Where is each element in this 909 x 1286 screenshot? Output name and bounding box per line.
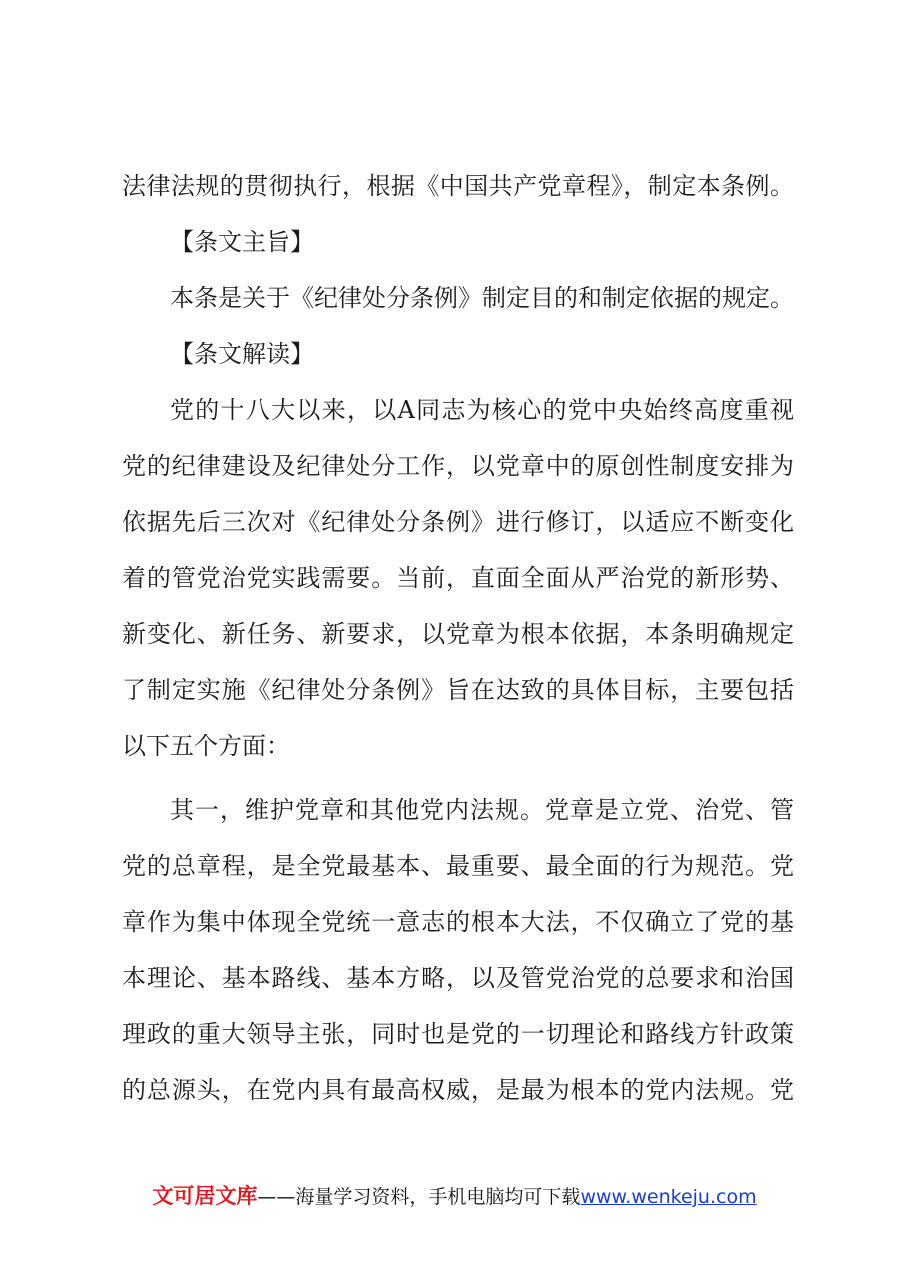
paragraph-line: 章作为集中体现全党统一意志的根本大法，不仅确立了党的基 bbox=[122, 908, 794, 936]
footer-website-link[interactable]: www.wenkeju.com bbox=[580, 1186, 757, 1208]
paragraph-line: 以下五个方面： bbox=[122, 732, 290, 760]
paragraph-line: 本条是关于《纪律处分条例》制定目的和制定依据的规定。 bbox=[170, 284, 794, 312]
paragraph-line: 理政的重大领导主张，同时也是党的一切理论和路线方针政策 bbox=[122, 1020, 794, 1048]
paragraph-line: 新变化、新任务、新要求，以党章为根本依据，本条明确规定 bbox=[122, 620, 794, 648]
paragraph-line: 法律法规的贯彻执行，根据《中国共产党章程》，制定本条例。 bbox=[122, 172, 794, 200]
footer-banner bbox=[0, 1183, 909, 1210]
paragraph-line: 其一，维护党章和其他党内法规。党章是立党、治党、管 bbox=[170, 796, 794, 824]
paragraph-line: 本理论、基本路线、基本方略，以及管党治党的总要求和治国 bbox=[122, 964, 794, 992]
paragraph-line: 依据先后三次对《纪律处分条例》进行修订，以适应不断变化 bbox=[122, 508, 794, 536]
section-heading-interpretation: 【条文解读】 bbox=[170, 340, 314, 368]
footer-slogan: ——海量学习资料，手机电脑均可下载 bbox=[257, 1186, 581, 1208]
paragraph-line: 的总源头，在党内具有最高权威，是最为根本的党内法规。党 bbox=[122, 1076, 794, 1104]
paragraph-line: 党的纪律建设及纪律处分工作，以党章中的原创性制度安排为 bbox=[122, 452, 794, 480]
section-heading-purpose: 【条文主旨】 bbox=[170, 228, 314, 256]
footer-brand: 文可居文库 bbox=[152, 1184, 258, 1208]
paragraph-line: 党的十八大以来，以A同志为核心的党中央始终高度重视 bbox=[170, 396, 794, 424]
paragraph-line: 了制定实施《纪律处分条例》旨在达致的具体目标，主要包括 bbox=[122, 676, 794, 704]
paragraph-line: 着的管党治党实践需要。当前，直面全面从严治党的新形势、 bbox=[122, 564, 794, 592]
paragraph-line: 党的总章程，是全党最基本、最重要、最全面的行为规范。党 bbox=[122, 852, 794, 880]
